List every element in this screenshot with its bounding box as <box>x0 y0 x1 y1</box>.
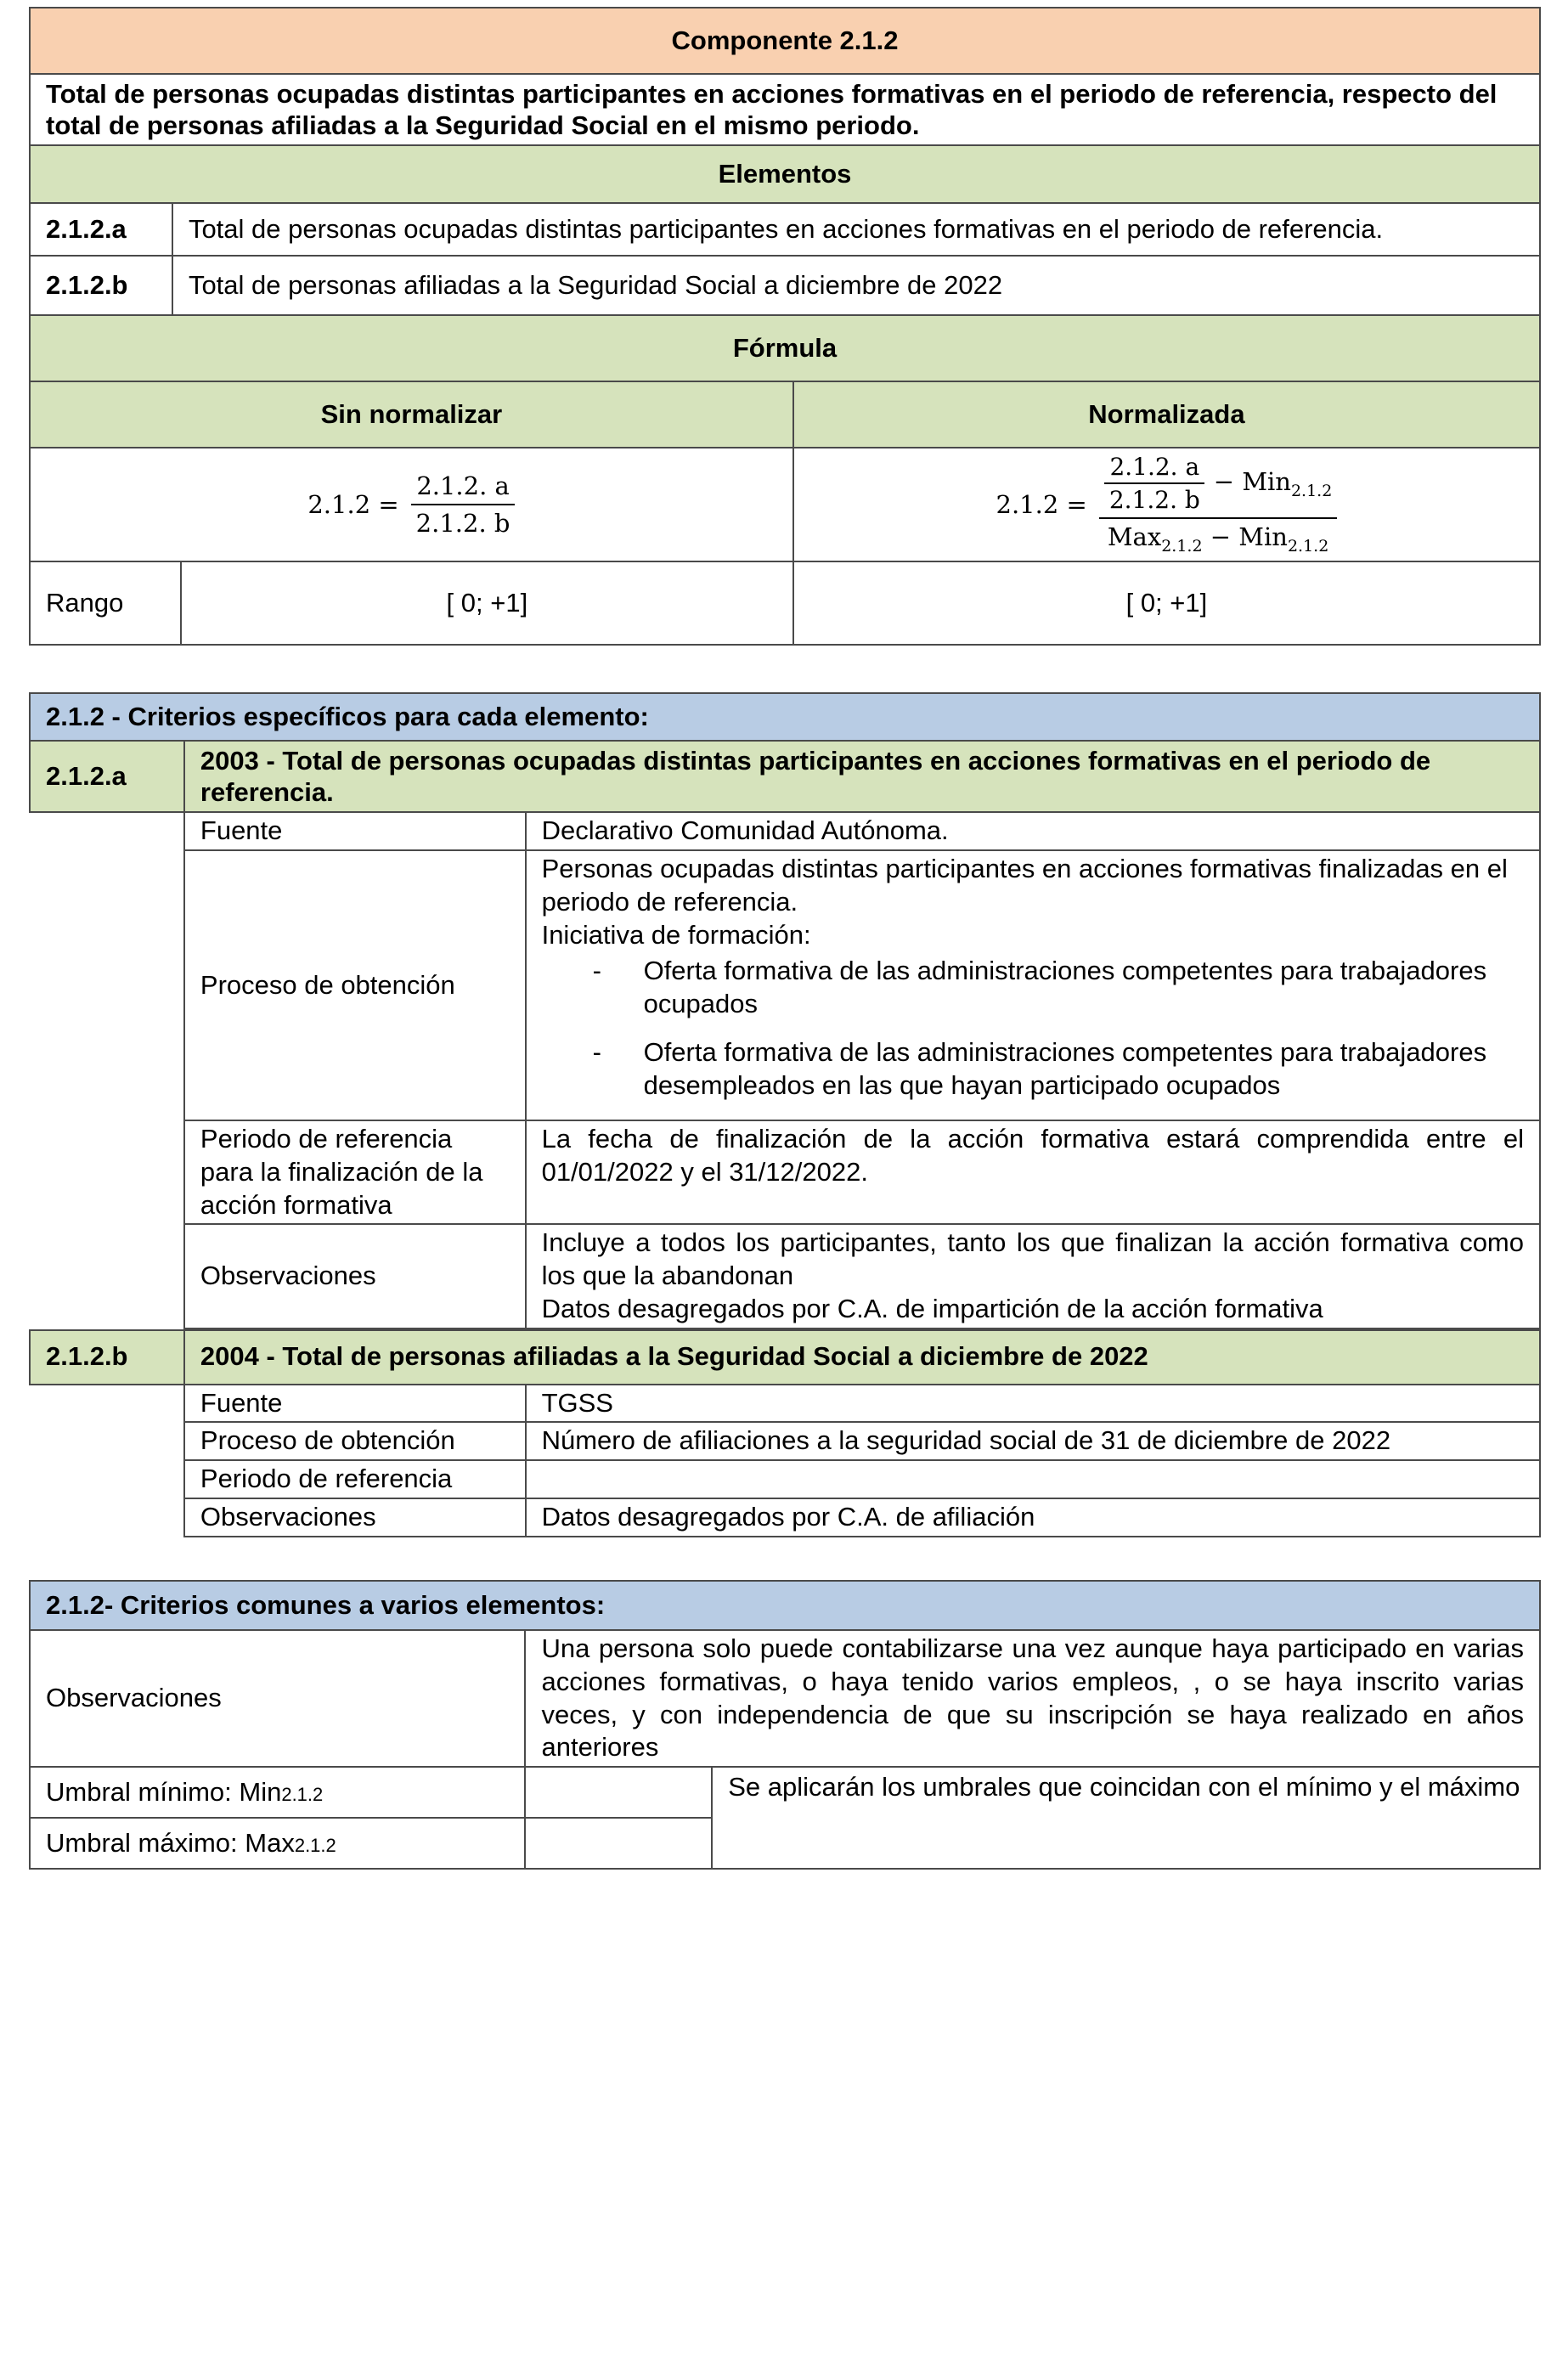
elemento-code-a: 2.1.2.a <box>30 203 172 256</box>
comunes-obs: Una persona solo puede contabilizarse una vez aunque haya participado en varias acciones formativas, o haya tenido varios empleos, , o se haya inscrito varias veces, y con independencia de que su inscripción se haya realizado en años anteriores <box>525 1630 1540 1767</box>
criterio-b-proceso-label: Proceso de obtención <box>184 1422 526 1460</box>
elementos-header: Elementos <box>30 145 1540 203</box>
formula-sin-cell <box>30 448 793 561</box>
criterio-b-obs-label: Observaciones <box>184 1498 526 1537</box>
elemento-text-a: Total de personas ocupadas distintas participantes en acciones formativas en el periodo de referencia. <box>172 203 1540 256</box>
formula-sin <box>307 471 515 539</box>
umbral-max-value <box>525 1818 712 1869</box>
criterio-a-obs-p2: Datos desagregados por C.A. de impartición de la acción formativa <box>541 1293 1323 1323</box>
rango-sin: [ 0; +1] <box>181 561 793 645</box>
formula-norm-inner-num: 2.1.2. a <box>1104 452 1204 484</box>
comunes-obs-label: Observaciones <box>30 1630 525 1767</box>
component-description: Total de personas ocupadas distintas participantes en acciones formativas en el periodo de referencia, respecto del total de personas afiliadas a la Seguridad Social en el mismo periodo. <box>30 74 1540 145</box>
formula-sin-lhs: 2.1.2 = <box>307 490 399 520</box>
umbral-max-label: Umbral máximo: Max2.1.2 <box>30 1818 525 1869</box>
criterio-b-periodo <box>526 1460 1540 1498</box>
elemento-text-b: Total de personas afiliadas a la Seguridad Social a diciembre de 2022 <box>172 256 1540 315</box>
col-normalizada: Normalizada <box>793 381 1540 448</box>
comunes-header: 2.1.2- Criterios comunes a varios elementos: <box>30 1581 1540 1630</box>
formula-norm-lhs: 2.1.2 = <box>996 490 1087 520</box>
criterios-header: 2.1.2 - Criterios específicos para cada elemento: <box>30 693 1540 741</box>
criterio-a-title: 2003 - Total de personas ocupadas distintas participantes en acciones formativas en el periodo de referencia. <box>184 741 1540 812</box>
criterio-a-proceso-label: Proceso de obtención <box>184 850 526 1120</box>
criterio-a-obs <box>526 1224 1540 1328</box>
criterio-a-proceso-p1: Personas ocupadas distintas participantes en acciones formativas finalizadas en el periodo de referencia. <box>541 854 1508 917</box>
criterio-b-code: 2.1.2.b <box>30 1330 184 1385</box>
component-table <box>29 7 1541 646</box>
criterio-a-obs-p1: Incluye a todos los participantes, tanto los que finalizan la acción formativa como los que la abandonan <box>541 1227 1524 1291</box>
elemento-code-b: 2.1.2.b <box>30 256 172 315</box>
criterio-b-proceso: Número de afiliaciones a la seguridad social de 31 de diciembre de 2022 <box>526 1422 1540 1460</box>
formula-norm-minus-min: − Min <box>1213 466 1291 496</box>
formula-norm-cell <box>793 448 1540 561</box>
formula-norm-inner-den: 2.1.2. b <box>1108 486 1200 515</box>
criterio-b-periodo-label: Periodo de referencia <box>184 1460 526 1498</box>
criterio-a-fuente: Declarativo Comunidad Autónoma. <box>526 812 1540 850</box>
criterios-table <box>29 692 1541 1537</box>
formula-sin-num: 2.1.2. a <box>411 471 515 505</box>
umbral-min-label: Umbral mínimo: Min2.1.2 <box>30 1767 525 1818</box>
criterio-a-periodo-label: Periodo de referencia para la finalización de la acción formativa <box>184 1120 526 1224</box>
list-item: - Oferta formativa de las administraciones competentes para trabajadores ocupados <box>592 956 1487 1019</box>
criterio-a-proceso-p2: Iniciativa de formación: <box>541 919 811 950</box>
criterio-a-fuente-label: Fuente <box>184 812 526 850</box>
col-sin-normalizar: Sin normalizar <box>30 381 793 448</box>
umbral-note: Se aplicarán los umbrales que coincidan con el mínimo y el máximo <box>712 1767 1540 1869</box>
formula-norm: 2.1.2 = $\frac{2.1.2. a}{2.1.2. b}$ − Min$_{2.1.2}$ Max$_{2.1.2}$ − Min$_{2.1.2}$ <box>996 452 1338 557</box>
comunes-table <box>29 1580 1541 1870</box>
formula-norm-max: Max <box>1107 522 1162 552</box>
formula-header: Fórmula <box>30 315 1540 381</box>
component-title: Componente 2.1.2 <box>30 8 1540 74</box>
criterio-b-fuente-label: Fuente <box>184 1385 526 1423</box>
criterio-a-proceso <box>526 850 1540 1120</box>
rango-norm: [ 0; +1] <box>793 561 1540 645</box>
criterio-a-periodo: La fecha de finalización de la acción formativa estará comprendida entre el 01/01/2022 y el 31/12/2022. <box>526 1120 1540 1224</box>
rango-label: Rango <box>30 561 181 645</box>
criterio-b-title: 2004 - Total de personas afiliadas a la Seguridad Social a diciembre de 2022 <box>184 1330 1540 1385</box>
criterio-a-obs-label: Observaciones <box>184 1224 526 1328</box>
criterio-b-obs: Datos desagregados por C.A. de afiliación <box>526 1498 1540 1537</box>
criterio-b-fuente: TGSS <box>526 1385 1540 1423</box>
formula-sin-den: 2.1.2. b <box>415 509 510 539</box>
criterio-a-proceso-list <box>542 955 1524 1102</box>
criterio-a-code: 2.1.2.a <box>30 741 184 812</box>
list-item: - Oferta formativa de las administraciones competentes para trabajadores desempleados en las que hayan participado ocupados <box>592 1036 1487 1100</box>
umbral-min-value <box>525 1767 712 1818</box>
